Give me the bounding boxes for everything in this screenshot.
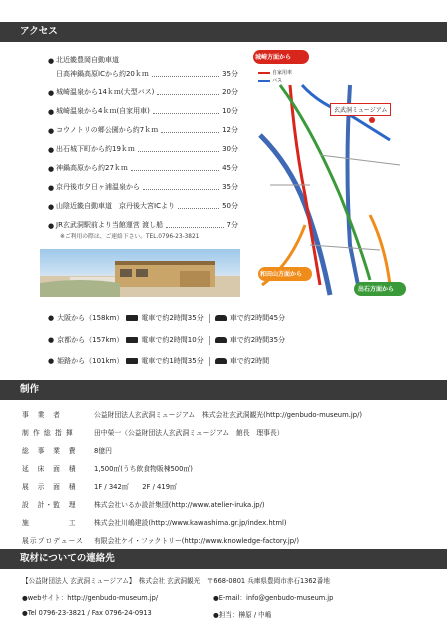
map-label-top: 城崎方面から [255, 54, 292, 61]
credit-row: 設 計・監 理 株式会社いるか設計集団(http://www.atelier-iruka.jp/) [22, 501, 265, 509]
list-item: 日高神鍋高原ICから約20ｋｍ 35分 [56, 70, 238, 78]
train-icon [126, 337, 138, 343]
production-heading: 制作 [20, 384, 40, 395]
contact-email: ●E-mail：info@genbudo-museum.jp [213, 594, 334, 602]
contact-web: ●webサイト：http://genbudo-museum.jp/ [22, 594, 159, 602]
list-item: ● 北近畿豊岡自動車道 [48, 56, 119, 65]
train-icon [126, 315, 138, 321]
list-item: ● 山陰近畿自動車道 京丹後大宮ICより 50分 [48, 202, 238, 211]
contact-tel: ●Tel 0796-23-3821 / Fax 0796-24-0913 [22, 609, 152, 617]
route-map [250, 45, 410, 305]
museum-building-image [40, 249, 240, 297]
museum-photo [40, 249, 240, 297]
access-list [48, 50, 238, 250]
train-icon [126, 358, 138, 364]
distance-row: ● 姫路から（101km） 電車で約1時間35分 車で約2時間 [48, 357, 270, 365]
car-icon [215, 315, 227, 321]
contact-staff: ●担当：榊原 / 中嶋 [213, 611, 272, 619]
contact-heading-bar [0, 549, 447, 569]
map-label-izushi: 出石方面から [358, 286, 395, 293]
credit-row: 施 工 株式会社川嶋建設(http://www.kawashima.gr.jp/index.html) [22, 519, 287, 527]
credit-row: 総 事 業 費 8億円 [22, 447, 112, 455]
list-item: ● 城崎温泉から4ｋｍ(自家用車) 10分 [48, 107, 238, 116]
map-label-museum: 玄武洞ミュージアム [330, 103, 391, 116]
credit-row: 展示プロデュース 有限会社ケイ・ファクトリー(http://www.knowledge-factory.jp/) [22, 537, 299, 545]
access-map [250, 45, 410, 305]
list-item: ● JR玄武洞駅前より当館運営 渡し船 7分 [48, 221, 238, 230]
list-item: ● コウノトリの郷公園から約7ｋｍ 12分 [48, 126, 238, 135]
list-item: ● 神鍋高原から約27ｋｍ 45分 [48, 164, 238, 173]
production-heading-bar [0, 380, 447, 400]
map-label-wadayama: 和田山方面から [260, 271, 303, 278]
list-item: ● 京丹後市夕日ヶ浦温泉から 35分 [48, 183, 238, 192]
legend-red: 自家用車 [272, 70, 293, 76]
credit-row: 延 床 面 積 1,500㎡(うち飲食物販棟500㎡) [22, 465, 193, 473]
contact-heading: 取材についての連絡先 [20, 553, 115, 564]
legend-blue: バス [272, 78, 283, 84]
credit-row: 制 作 総 指 揮 田中榮一（公益財団法人玄武洞ミュージアム 館長 理事長） [22, 429, 284, 437]
credit-row: 展 示 面 積 1F / 342㎡ 2F / 419㎡ [22, 483, 177, 491]
access-heading: アクセス [20, 26, 58, 37]
contact-address: 【公益財団法人 玄武洞ミュージアム】 株式会社 玄武洞観光 〒668-0801 兵庫県豊岡市赤石1362番地 [22, 577, 330, 585]
distance-row: ● 京都から（157km） 電車で約2時間10分 車で約2時間35分 [48, 336, 286, 344]
access-heading-bar [0, 22, 447, 42]
car-icon [215, 337, 227, 343]
list-item: ● 出石城下町から約19ｋｍ 30分 [48, 145, 238, 154]
access-note: ※ご利用の際は、ご連絡下さい。TEL.0796-23-3821 [60, 234, 200, 240]
car-icon [215, 358, 227, 364]
list-item: ● 城崎温泉から14ｋｍ(大型バス) 20分 [48, 88, 238, 97]
distance-row: ● 大阪から（158km） 電車で約2時間35分 車で約2時間45分 [48, 314, 286, 322]
credit-row: 事 業 者 公益財団法人玄武洞ミュージアム 株式会社玄武洞観光(http://genbudo-museum.jp/) [22, 411, 363, 419]
